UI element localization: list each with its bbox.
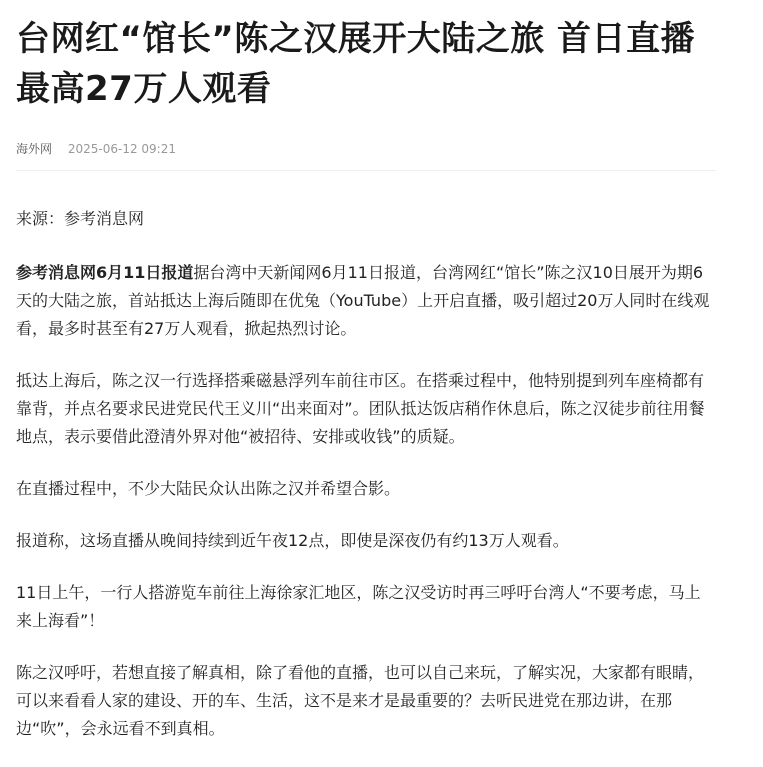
lead-paragraph — [16, 259, 716, 343]
paragraph-late-night: 报道称，这场直播从晚间持续到近午夜12点，即使是深夜仍有约13万人观看。 — [16, 531, 569, 550]
meta-divider — [16, 170, 716, 171]
paragraph-recognition: 在直播过程中，不少大陆民众认出陈之汉并希望合影。 — [16, 479, 401, 498]
publish-time: 2025-06-12 09:21 — [67, 142, 176, 156]
paragraph-appeal: 陈之汉呼吁，若想直接了解真相，除了看他的直播，也可以自己来玩，了解实况，大家都有眼睛，可以来看看人家的建设、开的车、生活，这不是来才是最重要的？去听民进党在那边讲，在那边“吹”，会永远看不到真相。 — [16, 663, 705, 738]
article-meta — [16, 140, 716, 158]
article-title: 台网红“馆长”陈之汉展开大陆之旅 首日直播最高27万人观看 — [16, 19, 696, 109]
source-link[interactable]: 海外网 — [16, 142, 53, 156]
lead-text: 据台湾中天新闻网6月11日报道，台湾网红“馆长”陈之汉10日展开为期6天的大陆之旅，首站抵达上海后随即在优兔（YouTube）上开启直播，吸引超过20万人同时在线观看，最多时甚至有27万人观看，掀起热烈讨论。 — [16, 263, 710, 338]
article — [16, 0, 716, 767]
lead-dateline: 参考消息网6月11日报道 — [16, 263, 194, 282]
article-body — [16, 205, 716, 743]
paragraph-xujiahui: 11日上午，一行人搭游览车前往上海徐家汇地区，陈之汉受访时再三呼吁台湾人“不要考虑，马上来上海看”！ — [16, 583, 701, 630]
origin-line: 来源：参考消息网 — [16, 209, 145, 228]
paragraph-arrival: 抵达上海后，陈之汉一行选择搭乘磁悬浮列车前往市区。在搭乘过程中，他特别提到列车座椅都有靠背，并点名要求民进党民代王义川“出来面对”。团队抵达饭店稍作休息后，陈之汉徒步前往用餐地点，表示要借此澄清外界对他“被招待、安排或收钱”的质疑。 — [16, 371, 705, 446]
